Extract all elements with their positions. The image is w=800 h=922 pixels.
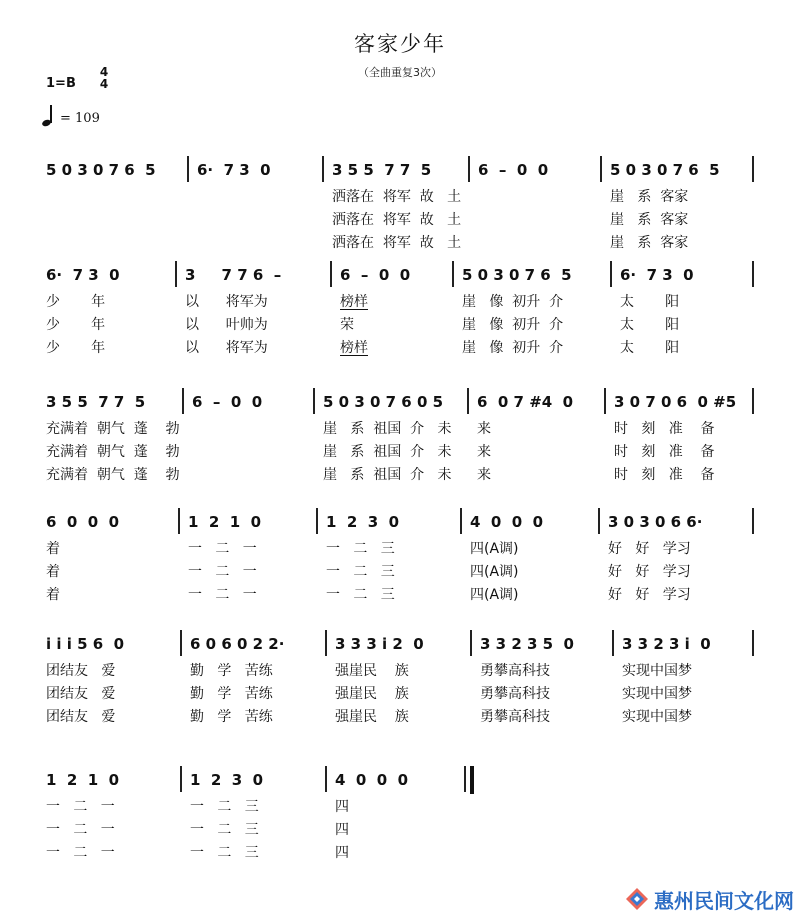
lyric-text: 团结友 爱 <box>46 686 116 702</box>
lyric-text: 太 阳 <box>620 294 680 310</box>
measure-notes: 5 0 3 0 7 6 5 <box>46 161 156 179</box>
lyric-text: 崖 像 初升 介 <box>462 340 564 356</box>
lyric-text: 一 二 一 <box>188 541 257 557</box>
lyric-text: 充满着 朝气 蓬 勃 <box>46 467 180 483</box>
lyric-text: 勇攀高科技 <box>480 686 550 702</box>
lyric-text: 一 二 一 <box>188 564 257 580</box>
barline <box>452 261 454 287</box>
lyric-text: 一 二 三 <box>190 845 259 861</box>
barline <box>182 388 184 414</box>
lyric-text: 太 阳 <box>620 340 680 356</box>
lyric-text: 洒落在 将军 故 土 <box>332 189 462 205</box>
barline <box>598 508 600 534</box>
lyric-text: 充满着 朝气 蓬 勃 <box>46 421 180 437</box>
lyric-text: 崖 系 祖国 介 未 <box>323 467 452 483</box>
lyric-text: 勤 学 苦练 <box>190 663 273 679</box>
lyric-text: 以 将军为 <box>185 340 268 356</box>
barline <box>325 630 327 656</box>
lyric-text: 一 二 三 <box>190 822 259 838</box>
measure-notes: 6 – 0 0 <box>340 266 411 284</box>
barline <box>175 261 177 287</box>
lyric-text: 一 二 一 <box>46 799 115 815</box>
lyric-text: 榜样 <box>340 294 368 310</box>
barline <box>468 156 470 182</box>
barline <box>313 388 315 414</box>
barline <box>467 388 469 414</box>
lyric-text: 团结友 爱 <box>46 663 116 679</box>
lyric-text: 着 <box>46 541 60 557</box>
measure-notes: i i i 5 6 0 <box>46 635 125 653</box>
lyric-text: 一 二 三 <box>326 541 395 557</box>
lyric-text: 少 年 <box>46 294 106 310</box>
lyric-text: 四 <box>335 845 349 861</box>
barline <box>604 388 606 414</box>
barline <box>460 508 462 534</box>
lyric-text: 实现中国梦 <box>622 663 692 679</box>
measure-notes: 5 0 3 0 7 6 0 5 <box>323 393 444 411</box>
lyric-text: 荣 <box>340 317 354 333</box>
measure-notes: 6· 7 3 0 <box>197 161 271 179</box>
lyric-text: 崖 系 祖国 介 未 <box>323 444 452 460</box>
lyric-text: 少 年 <box>46 317 106 333</box>
measure-notes: 3 3 2 3 i 0 <box>622 635 711 653</box>
lyric-text: 好 好 学习 <box>608 541 691 557</box>
measure-notes: 6 0 0 0 <box>46 513 120 531</box>
barline <box>752 156 754 182</box>
lyric-text: 四 <box>335 822 349 838</box>
barline <box>330 261 332 287</box>
lyric-text: 实现中国梦 <box>622 686 692 702</box>
lyric-text: 以 将军为 <box>185 294 268 310</box>
measure-notes: 6 0 7 #4 0 <box>477 393 574 411</box>
barline <box>187 156 189 182</box>
lyric-text: 崖 像 初升 介 <box>462 294 564 310</box>
lyric-text: 来 <box>477 467 491 483</box>
lyric-text: 时 刻 准 备 <box>614 467 715 483</box>
site-logo-icon <box>624 886 650 912</box>
tempo-marking <box>40 104 100 126</box>
measure-notes: 6 0 6 0 2 2· <box>190 635 285 653</box>
lyric-text: 来 <box>477 421 491 437</box>
measure-notes: 1 2 1 0 <box>46 771 120 789</box>
lyric-text: 强崖民 族 <box>335 709 409 725</box>
barline <box>612 630 614 656</box>
lyric-text: 太 阳 <box>620 317 680 333</box>
measure-notes: 3 0 3 0 6 6· <box>608 513 703 531</box>
lyric-text: 好 好 学习 <box>608 564 691 580</box>
measure-notes: 3 3 3 i 2 0 <box>335 635 424 653</box>
lyric-text: 少 年 <box>46 340 106 356</box>
lyric-text: 四(A调) <box>470 587 519 603</box>
measure-notes: 3 7 7 6 – <box>185 266 282 284</box>
lyric-text: 勇攀高科技 <box>480 709 550 725</box>
measure-notes: 3 3 2 3 5 0 <box>480 635 574 653</box>
lyric-text: 勤 学 苦练 <box>190 709 273 725</box>
lyric-text: 崖 系 客家 <box>610 235 689 251</box>
repeat-note: （全曲重复3次） <box>358 66 442 79</box>
measure-notes: 4 0 0 0 <box>335 771 409 789</box>
measure-notes: 1 2 3 0 <box>190 771 264 789</box>
lyric-text: 一 二 一 <box>46 822 115 838</box>
lyric-text: 崖 像 初升 介 <box>462 317 564 333</box>
measure-notes: 5 0 3 0 7 6 5 <box>462 266 572 284</box>
lyric-text: 实现中国梦 <box>622 709 692 725</box>
barline <box>322 156 324 182</box>
barline <box>752 508 754 534</box>
measure-notes: 6 – 0 0 <box>478 161 549 179</box>
lyric-text: 一 二 三 <box>190 799 259 815</box>
lyric-text: 崖 系 客家 <box>610 189 689 205</box>
barline <box>180 630 182 656</box>
barline <box>325 766 327 792</box>
lyric-text: 崖 系 客家 <box>610 212 689 228</box>
lyric-text: 勇攀高科技 <box>480 663 550 679</box>
barline <box>600 156 602 182</box>
lyric-text: 来 <box>477 444 491 460</box>
lyric-text: 洒落在 将军 故 土 <box>332 212 462 228</box>
lyric-text: 四(A调) <box>470 564 519 580</box>
barline <box>470 630 472 656</box>
lyric-text: 一 二 三 <box>326 564 395 580</box>
lyric-text: 一 二 三 <box>326 587 395 603</box>
lyric-text: 榜样 <box>340 340 368 356</box>
barline <box>180 766 182 792</box>
measure-notes: 6· 7 3 0 <box>620 266 694 284</box>
barline <box>316 508 318 534</box>
lyric-text: 时 刻 准 备 <box>614 421 715 437</box>
lyric-text: 强崖民 族 <box>335 686 409 702</box>
watermark-text: 惠州民间文化网 <box>654 888 794 913</box>
lyric-text: 崖 系 祖国 介 未 <box>323 421 452 437</box>
measure-notes: 6· 7 3 0 <box>46 266 120 284</box>
measure-notes: 5 0 3 0 7 6 5 <box>610 161 720 179</box>
lyric-text: 着 <box>46 587 60 603</box>
time-signature-bottom: 4 <box>99 77 109 91</box>
measure-notes: 3 5 5 7 7 5 <box>332 161 432 179</box>
quarter-note-icon <box>40 104 60 126</box>
lyric-text: 强崖民 族 <box>335 663 409 679</box>
measure-notes: 1 2 1 0 <box>188 513 262 531</box>
lyric-text: 勤 学 苦练 <box>190 686 273 702</box>
lyric-text: 以 叶帅为 <box>185 317 268 333</box>
measure-notes: 1 2 3 0 <box>326 513 400 531</box>
time-signature-top: 4 <box>99 65 109 79</box>
lyric-text: 好 好 学习 <box>608 587 691 603</box>
lyric-text: 团结友 爱 <box>46 709 116 725</box>
lyric-text: 充满着 朝气 蓬 勃 <box>46 444 180 460</box>
lyric-text: 时 刻 准 备 <box>614 444 715 460</box>
measure-notes: 3 5 5 7 7 5 <box>46 393 146 411</box>
measure-notes: 6 – 0 0 <box>192 393 263 411</box>
barline <box>752 630 754 656</box>
lyric-text: 着 <box>46 564 60 580</box>
barline <box>752 388 754 414</box>
time-signature <box>98 66 110 90</box>
song-title: 客家少年 <box>354 32 446 56</box>
measure-notes: 3 0 7 0 6 0 #5 <box>614 393 737 411</box>
final-barline <box>470 766 474 794</box>
barline <box>610 261 612 287</box>
key-signature: 1=B <box>46 76 76 91</box>
measure-notes: 4 0 0 0 <box>470 513 544 531</box>
final-barline-thin <box>464 766 466 792</box>
barline <box>178 508 180 534</box>
lyric-text: 洒落在 将军 故 土 <box>332 235 462 251</box>
watermark <box>624 880 794 918</box>
barline <box>752 261 754 287</box>
tempo-value: = 109 <box>60 111 100 126</box>
lyric-text: 四(A调) <box>470 541 519 557</box>
lyric-text: 一 二 一 <box>46 845 115 861</box>
lyric-text: 一 二 一 <box>188 587 257 603</box>
lyric-text: 四 <box>335 799 349 815</box>
